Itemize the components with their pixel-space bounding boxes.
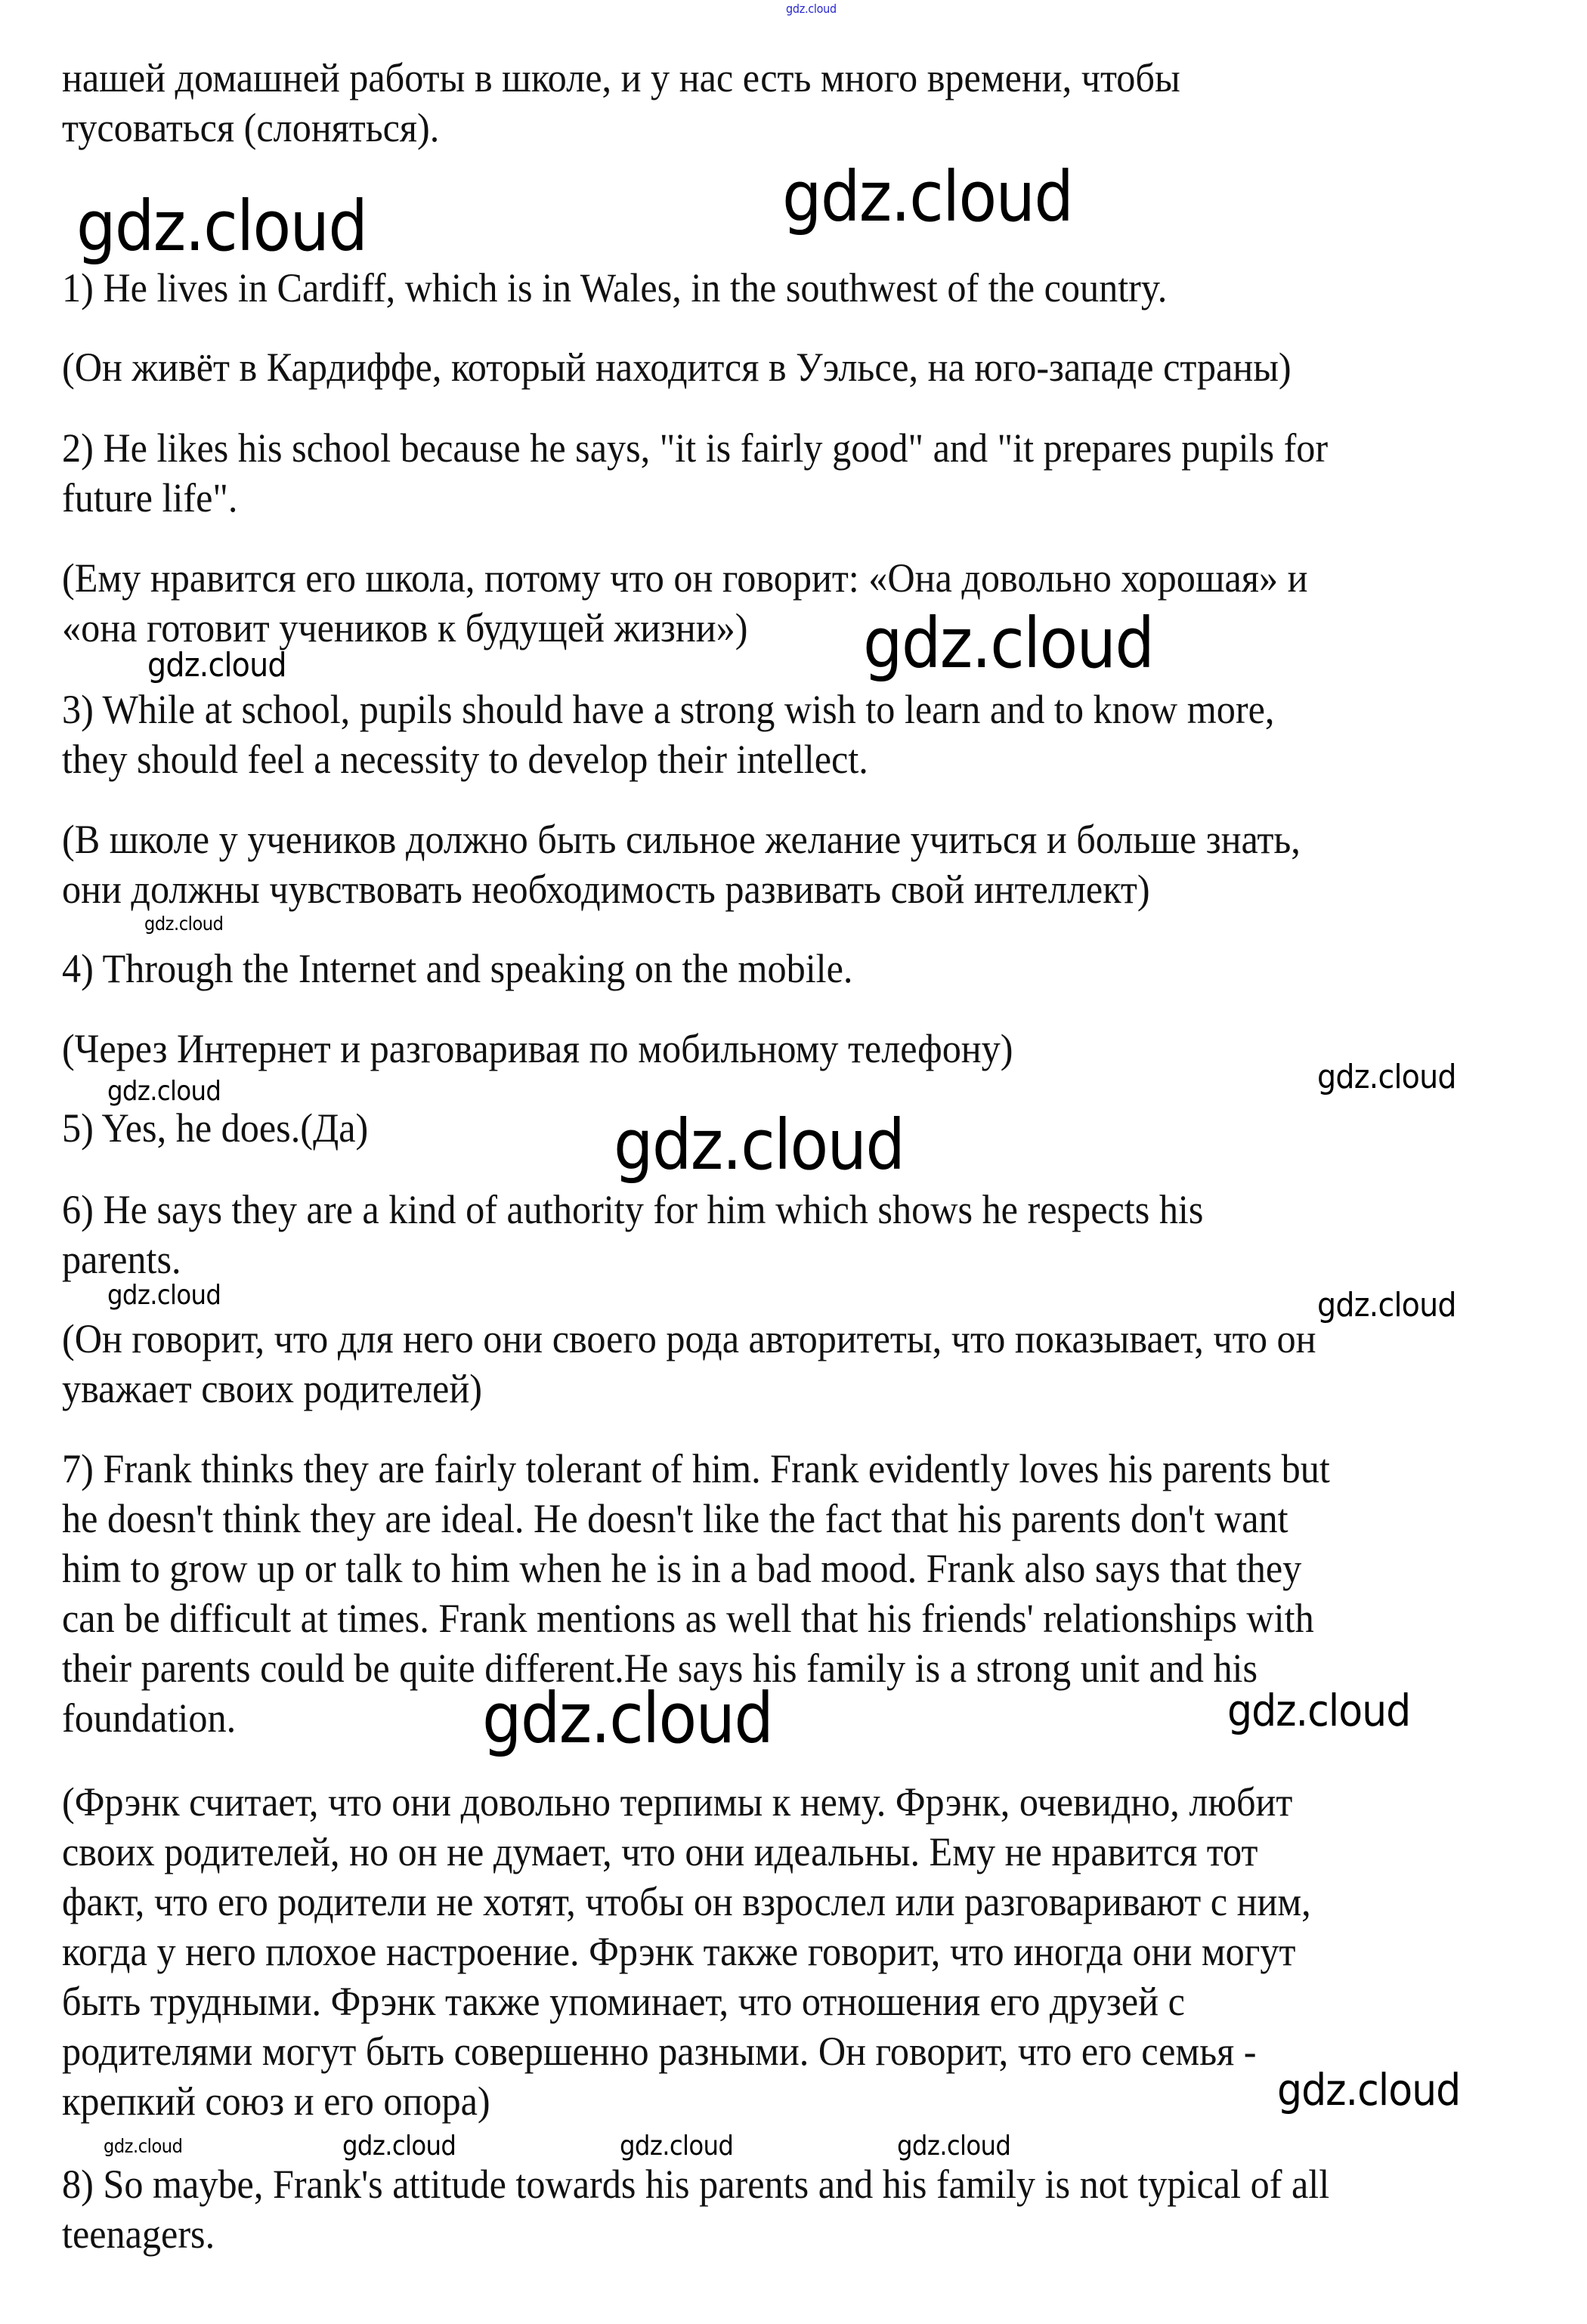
text-line: foundation.	[62, 1695, 237, 1741]
watermark: gdz.cloud	[76, 186, 367, 267]
watermark: gdz.cloud	[1277, 2064, 1461, 2115]
answer-paragraph	[62, 423, 1328, 523]
text-line: 7) Frank thinks they are fairly tolerant of him. Frank evidently loves his parents but	[62, 1446, 1330, 1491]
text-line: him to grow up or talk to him when he is in a bad mood. Frank also says that they	[62, 1546, 1302, 1591]
text-line: «она готовит учеников к будущей жизни»)	[62, 605, 748, 651]
text-line: he doesn't think they are ideal. He doesn't like the fact that his parents don't want	[62, 1496, 1288, 1541]
answer-paragraph	[62, 342, 1292, 392]
watermark: gdz.cloud	[1317, 1286, 1456, 1324]
text-line: уважает своих родителей)	[62, 1366, 482, 1411]
answer-paragraph	[62, 1185, 1203, 1284]
watermark: gdz.cloud	[144, 913, 224, 935]
watermark: gdz.cloud	[147, 646, 286, 685]
answer-paragraph	[62, 1777, 1311, 2126]
text-line: (В школе у учеников должно быть сильное желание учиться и больше знать,	[62, 817, 1301, 862]
text-line: 2) He likes his school because he says, "it is fairly good" and "it prepares pupils for	[62, 425, 1329, 471]
text-line: они должны чувствовать необходимость развивать свой интеллект)	[62, 867, 1150, 912]
text-line: когда у него плохое настроение. Фрэнк также говорит, что иногда они могут	[62, 1929, 1296, 1974]
text-line: нашей домашней работы в школе, и у нас есть много времени, чтобы	[62, 55, 1180, 100]
text-line: тусоваться (слоняться).	[62, 105, 440, 150]
watermark: gdz.cloud	[782, 156, 1073, 237]
answer-paragraph	[62, 1314, 1316, 1414]
text-line: 3) While at school, pupils should have a strong wish to learn and to know more,	[62, 687, 1275, 732]
header-watermark: gdz.cloud	[786, 2, 837, 16]
watermark: gdz.cloud	[342, 2131, 456, 2162]
text-line: 8) So maybe, Frank's attitude towards his parents and his family is not typical of all	[62, 2162, 1330, 2207]
text-line: 5) Yes, he does.(Да)	[62, 1105, 369, 1151]
text-line: (Он говорит, что для него они своего рода авторитеты, что показывает, что он	[62, 1316, 1316, 1361]
text-line: 4) Through the Internet and speaking on the mobile.	[62, 946, 853, 991]
answer-paragraph	[62, 1024, 1013, 1074]
text-line: (Он живёт в Кардиффе, который находится в Уэльсе, на юго-западе страны)	[62, 345, 1292, 390]
watermark: gdz.cloud	[1227, 1685, 1411, 1736]
text-line: parents.	[62, 1237, 181, 1282]
text-line: (Фрэнк считает, что они довольно терпимы к нему. Фрэнк, очевидно, любит	[62, 1779, 1293, 1825]
text-line: крепкий союз и его опора)	[62, 2078, 490, 2124]
answer-paragraph	[62, 685, 1274, 784]
watermark: gdz.cloud	[107, 1076, 221, 1107]
text-line: can be difficult at times. Frank mentions as well that his friends' relationships with	[62, 1596, 1314, 1641]
answer-paragraph	[62, 814, 1301, 914]
watermark: gdz.cloud	[620, 2131, 734, 2162]
text-line: родителями могут быть совершенно разными. Он говорит, что его семья -	[62, 2029, 1257, 2074]
watermark: gdz.cloud	[107, 1280, 221, 1311]
answer-paragraph	[62, 944, 852, 994]
watermark: gdz.cloud	[482, 1678, 773, 1759]
text-line: факт, что его родители не хотят, чтобы он взрослел или разговаривают с ним,	[62, 1879, 1311, 1924]
text-line: future life".	[62, 475, 238, 521]
text-line: they should feel a necessity to develop their intellect.	[62, 737, 868, 782]
text-line: teenagers.	[62, 2211, 215, 2257]
text-line: 1) He lives in Cardiff, which is in Wales, in the southwest of the country.	[62, 265, 1168, 311]
watermark: gdz.cloud	[614, 1105, 905, 1185]
text-line: своих родителей, но он не думает, что они идеальны. Ему не нравится тот	[62, 1829, 1258, 1874]
answer-paragraph	[62, 1103, 368, 1153]
text-line: (Ему нравится его школа, потому что он говорит: «Она довольно хорошая» и	[62, 555, 1308, 601]
text-line: 6) He says they are a kind of authority for him which shows he respects his	[62, 1187, 1204, 1232]
answer-paragraph	[62, 53, 1180, 153]
answer-paragraph	[62, 263, 1167, 313]
text-line: быть трудными. Фрэнк также упоминает, что отношения его друзей с	[62, 1979, 1185, 2024]
answer-paragraph	[62, 2159, 1329, 2259]
watermark: gdz.cloud	[1317, 1058, 1456, 1096]
watermark: gdz.cloud	[897, 2131, 1011, 2162]
text-line: (Через Интернет и разговаривая по мобильному телефону)	[62, 1026, 1013, 1071]
watermark: gdz.cloud	[863, 603, 1154, 684]
watermark: gdz.cloud	[104, 2135, 183, 2157]
text-line: their parents could be quite different.He says his family is a strong unit and his	[62, 1646, 1258, 1691]
